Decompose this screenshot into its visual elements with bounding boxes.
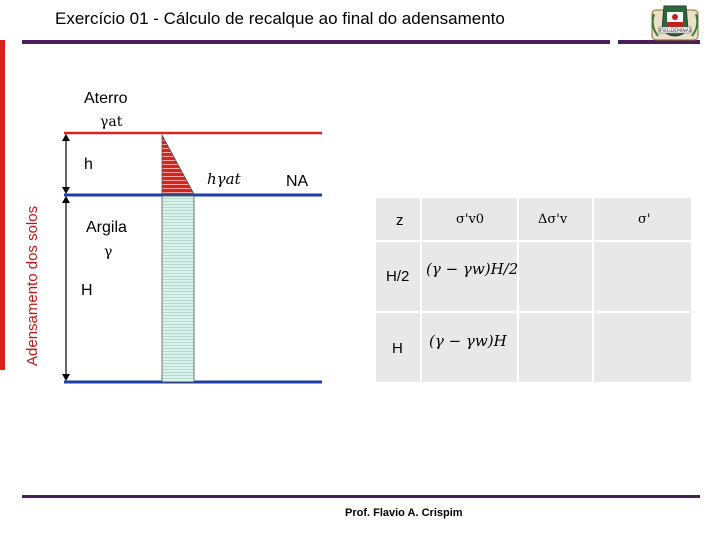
table-header-initial-stress: σ'v0 — [456, 212, 485, 227]
table-header-z: z — [396, 212, 404, 229]
sidebar-label: Adensamento dos solos — [24, 205, 41, 366]
fill-label: Aterro — [84, 90, 128, 107]
fill-unit-weight: γat — [100, 114, 123, 130]
footer-author: Prof. Flavio A. Crispim — [345, 507, 463, 519]
svg-text:IFSULDEMINAS: IFSULDEMINAS — [658, 29, 692, 34]
clay-stress-rectangle — [162, 196, 194, 382]
table-row-formula: (γ − γw)H — [429, 332, 507, 350]
table-header-stress-increment: Δσ'v — [538, 212, 568, 227]
table-header-final-stress: σ' — [638, 212, 651, 227]
fill-thickness-label: h — [84, 156, 93, 173]
stress-table — [376, 198, 691, 382]
table-row-z: H — [392, 340, 403, 357]
water-table-label: NA — [286, 173, 309, 190]
fill-stress-label: hγat — [207, 170, 241, 188]
page-title: Exercício 01 - Cálculo de recalque ao final do adensamento — [55, 9, 505, 28]
clay-unit-weight: γ — [104, 244, 113, 260]
footer-rule — [22, 495, 700, 498]
table-row-formula: (γ − γw)H/2 — [426, 260, 519, 278]
fill-stress-triangle — [162, 135, 194, 194]
table-row-z: H/2 — [386, 268, 410, 285]
clay-label: Argila — [86, 219, 127, 236]
clay-thickness-label: H — [81, 282, 93, 299]
